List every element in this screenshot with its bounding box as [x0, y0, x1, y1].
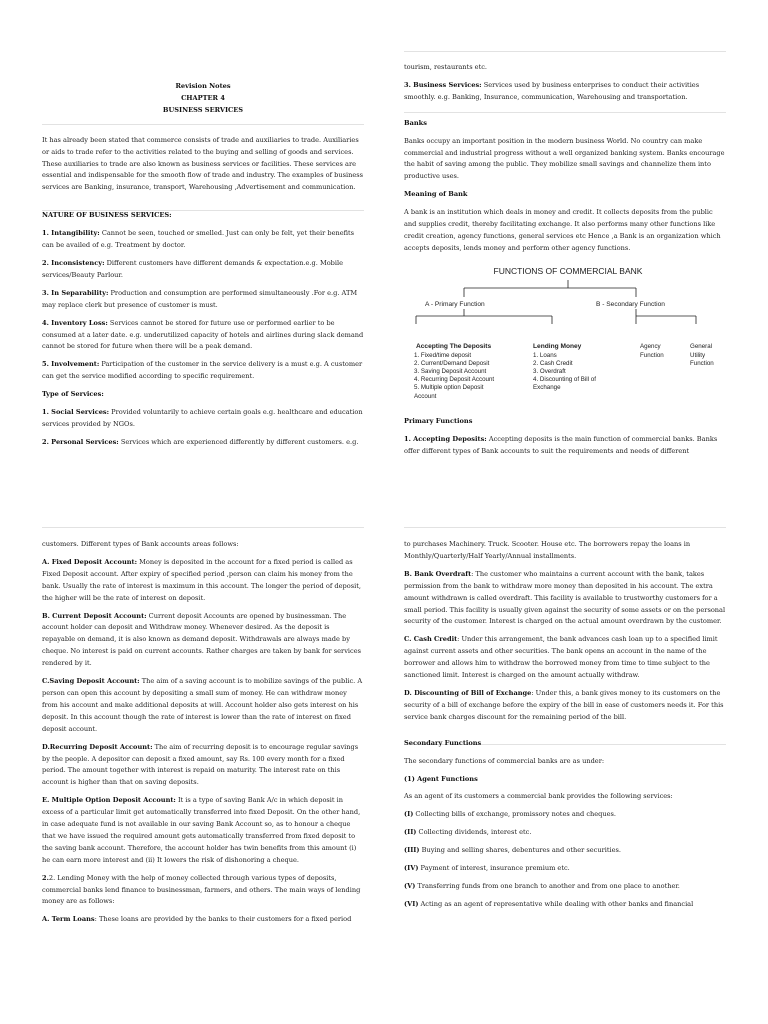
agent-service-item: (III) Buying and selling shares, debentures and other securities. [404, 846, 622, 855]
business-services-item: 3. Business Services: Services used by business enterprises to conduct their activities smoothly. e.g. Banking, Insurance, communication, Warehousing and transportation. [404, 80, 700, 101]
lending-item: B. Bank Overdraft: The customer who maintains a current account with the bank, takes permission from the bank to withdraw more money than deposited in his account. The extra amount withdrawn is called overdraft. This facility is available to trustworthy customers for a small period. This facility is usually given against the security of some assets or on the personal security of the customer. Interest is charged on the actual amount overdrawn by the customer. [404, 569, 726, 626]
svg-text:Agency: Agency [640, 343, 661, 350]
agent-service-item: (IV) Payment of interest, insurance premium etc. [404, 864, 570, 873]
nature-item: 3. In Separability: Production and consumption are performed simultaneously .For e.g. ATM may replace clerk but presence of customer is must. [42, 288, 358, 309]
accepting-item: 5. Multiple option Deposit [414, 384, 484, 391]
agent-functions-heading: (1) Agent Functions [404, 774, 478, 783]
diagram-title: FUNCTIONS OF COMMERCIAL BANK [493, 266, 643, 276]
lending-money-title: Lending Money [533, 343, 582, 350]
term-loans-item: A. Term Loans: These loans are provided by the banks to their customers for a fixed period [42, 915, 352, 924]
lending-item: D. Discounting of Bill of Exchange: Under this, a bank gives money to its customers on the security of a bill of exchange before the expiry of the bill in ease of customers needs it. For this service bank charges discount for the remaining period of the bill. [404, 688, 724, 721]
banks-heading: Banks [404, 118, 427, 127]
agent-service-item: (VI) Acting as an agent of representative while dealing with other banks and financial [404, 899, 694, 908]
types-heading: Type of Services: [42, 390, 104, 399]
account-item: C.Saving Deposit Account: The aim of a saving account is to mobilize savings of the public. A person can open this account by depositing a small sum of money. He can withdraw money from his account and make additional deposits at will. Account holder also gets interest on his deposit. In this account though the rate of interest is lower than the rate of interest on fixed deposit account. [42, 677, 363, 733]
secondary-functions-intro: The secondary functions of commercial banks are as under: [404, 756, 605, 765]
accepting-deposits-paragraph: 1. Accepting Deposits: Accepting deposits is the main function of commercial banks. Banks offer different types of Bank accounts to suit the requirements and needs of different [404, 434, 718, 455]
lending-item: 1. Loans [533, 352, 557, 359]
lending-item: 3. Overdraft [533, 368, 566, 375]
primary-function-label: A - Primary Function [425, 301, 485, 308]
title-line-2: CHAPTER 4 [181, 93, 225, 102]
secondary-functions-heading: Secondary Functions [404, 738, 482, 747]
meaning-paragraph: A bank is an institution which deals in money and credit. It collects deposits from the public and supplies credit, thereby facilitating exchange. It also performs many other functions like credit creation, agency functions, general services etc Hence ,a Bank is an organization which accepts deposits, lends money and perform other agency functions. [404, 208, 721, 252]
lending-item: 4. Discounting of Bill of [533, 376, 596, 383]
lending-item: C. Cash Credit: Under this arrangement, the bank advances cash loan up to a specified limit against current assets and other securities. The bank opens an account in the name of the borrower and allows him to withdraw the borrowed money from time to time subject to the sanctioned limit. Interest is charged on the amount actually withdraw. [404, 635, 718, 680]
accepting-item: 2. Current/Demand Deposit [414, 360, 490, 367]
account-item: B. Current Deposit Account: Current deposit Accounts are opened by businessman. The account holder can deposit and Withdraw money. Whenever desired. As the deposit is repayable on demand, it is also known as demand deposit. Withdrawals are always made by cheque. No interest is paid on current accounts. Rather charges are taken by bank for services rendered by it. [42, 611, 362, 668]
continuation-text: tourism, restaurants etc. [404, 63, 488, 71]
continuation-text: customers. Different types of Bank accounts areas follows: [42, 540, 239, 548]
title-line-3: BUSINESS SERVICES [162, 105, 244, 114]
agent-functions-intro: As an agent of its customers a commercial bank provides the following services: [404, 792, 673, 801]
lending-item: Exchange [533, 384, 561, 391]
page3-top-rule [42, 527, 364, 528]
agent-service-item: (II) Collecting dividends, interest etc. [404, 828, 532, 837]
title-line-1: Revision Notes [175, 82, 231, 90]
secondary-function-label: B - Secondary Function [596, 301, 665, 308]
page-2 [404, 62, 726, 255]
accepting-item: 4. Recurring Deposit Account [414, 376, 495, 383]
page-2-lower [404, 416, 726, 458]
page-3 [42, 539, 364, 926]
page-4 [404, 539, 726, 911]
agency-function-label [640, 343, 664, 359]
svg-text:Function: Function [640, 352, 664, 359]
lending-item: 2. Cash Credit [533, 360, 573, 367]
page-1 [42, 81, 364, 449]
page4-top-rule [404, 527, 726, 528]
svg-text:Utility: Utility [690, 352, 706, 359]
nature-item: 2. Inconsistency: Different customers have different demands & expectation.e.g. Mobile services/Beauty Parlour. [42, 258, 344, 279]
intro-paragraph: It has already been stated that commerce consists of trade and auxiliaries to trade. Auxiliaries or aids to trade refer to the activities related to the buying and selling of goods and services. These auxiliaries to trade are also known as business services or facilities. These services are essential and indispensable for the smooth flow of trade and industry. The examples of business services are Banking, insurance, transport, Warehousing ,Advertisement and communication. [42, 135, 364, 192]
page-title [42, 81, 364, 117]
banks-paragraph: Banks occupy an important position in the modern business World. No country can make commercial and industrial progress without a well organized banking system. Banks encourage the habit of saving among the public. They mobilize small savings and channelize them into productive uses. [404, 136, 725, 181]
nature-item: 4. Inventory Loss: Services cannot be stored for future use or performed earlier to be consumed at a later date. e.g. underutilized capacity of hotels and airlines during slack demand cannot be stored for future when there will be a peak demand. [42, 318, 364, 351]
general-utility-label [690, 343, 714, 367]
primary-functions-heading: Primary Functions [404, 417, 473, 425]
accepting-deposits-title: Accepting The Deposits [416, 343, 492, 350]
accepting-item: 1. Fixed/time deposit [414, 352, 472, 359]
functions-diagram [404, 264, 726, 406]
meaning-heading: Meaning of Bank [404, 190, 468, 199]
nature-item: 5. Involvement: Participation of the customer in the service delivery is a must e.g. A customer can get the service modified according to specific requirement. [42, 360, 363, 381]
types-item: 2. Personal Services: Services which are experienced differently by different customers. e.g. [42, 437, 359, 446]
agent-service-item: (I) Collecting bills of exchange, promissory notes and cheques. [404, 810, 617, 819]
lending-money-list [533, 352, 596, 391]
account-item: A. Fixed Deposit Account: Money is deposited in the account for a fixed period is called as Fixed Deposit account. After expiry of specified period ,person can claim his money from the bank. Usually the rate of interest is maximum in this account. The longer the period of deposit, the higher will be the rate of interest on deposit. [42, 557, 361, 602]
svg-text:General: General [690, 343, 713, 350]
svg-text:Function: Function [690, 360, 714, 367]
page2-top-rule [404, 51, 726, 52]
nature-item: 1. Intangibility: Cannot be seen, touched or smelled. Just can only be felt, yet their benefits can be availed of e.g. Treatment by doctor. [42, 229, 355, 250]
lending-intro: 2.2. Lending Money with the help of money collected through various types of deposits, commercial banks lend finance to businessman, farmers, and others. The main ways of lending money are as follows: [42, 873, 361, 906]
nature-heading: NATURE OF BUSINESS SERVICES: [42, 211, 172, 220]
accepting-item: Account [414, 393, 437, 400]
continuation-text: to purchases Machinery. Truck. Scooter. House etc. The borrowers repay the loans in Monthly/Quarterly/Half Yearly/Annual installments. [404, 540, 691, 560]
agent-service-item: (V) Transferring funds from one branch to another and from one place to another. [404, 881, 680, 890]
account-item: D.Recurring Deposit Account: The aim of recurring deposit is to encourage regular savings by the people. A depositor can deposit a fixed amount, say Rs. 100 every month for a fixed period. The amount together with interest is repaid on maturity. The interest rate on this account is higher than that on saving deposits. [42, 742, 359, 787]
accepting-deposits-list [414, 352, 494, 400]
types-item: 1. Social Services: Provided voluntarily to achieve certain goals e.g. healthcare and education services provided by NGOs. [42, 408, 363, 428]
account-item: E. Multiple Option Deposit Account: It is a type of saving Bank A/c in which deposit in excess of a particular limit get automatically transferred into fixed Deposit. On the other hand, in case adequate fund is not available in our saving Bank Account so, as to honour a cheque that we have issued the required amount gets automatically transferred from fixed deposit to the saving bank account. Therefore, the account holder has twin benefits from this amount (i) he can earn more interest and (ii) It lowers the risk of dishonoring a cheque. [42, 796, 361, 864]
functions-diagram-svg [404, 264, 726, 406]
accepting-item: 3. Saving Deposit Account [414, 368, 487, 375]
